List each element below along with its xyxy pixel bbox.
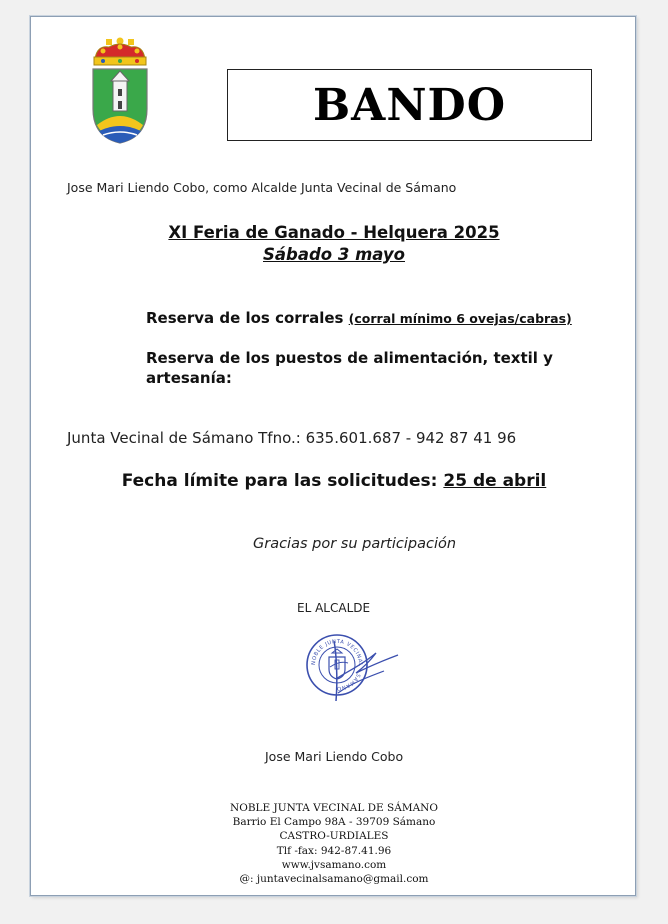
mayor-name: Jose Mari Liendo Cobo [265,749,404,764]
corrales-label: Reserva de los corrales [146,309,344,327]
signature-icon [326,627,406,705]
intro-text: Jose Mari Liendo Cobo, como Alcalde Junta Vecinal de Sámano [67,180,457,195]
document-title: BANDO [312,79,507,131]
event-date: Sábado 3 mayo [263,245,405,264]
deadline-date: 25 de abril [443,471,547,491]
mayor-title: EL ALCALDE [297,601,371,615]
title-box [227,69,592,141]
reservation-puestos: Reserva de los puestos de alimentación, textil y artesanía: [146,349,553,387]
footer-web: www.jvsamano.com [281,858,387,871]
footer-org: NOBLE JUNTA VECINAL DE SÁMANO [230,802,438,814]
reservation-corrales [146,308,616,329]
footer-phone: Tlf -fax: 942-87.41.96 [276,844,392,857]
footer-email: @: juntavecinalsamano@gmail.com [239,873,429,886]
footer-address: Barrio El Campo 98A - 39709 Sámano [232,816,436,829]
coat-of-arms-icon [89,37,151,147]
thanks-text: Gracias por su participación [253,536,457,552]
deadline [31,471,637,491]
corrales-note: (corral mínimo 6 ovejas/cabras) [348,311,572,326]
deadline-label: Fecha límite para las solicitudes: [121,471,438,491]
seal-text: NOBLE JUNTA VECINAL · SÁMANO [310,638,364,692]
bando-document [30,16,636,896]
contact-phone: Junta Vecinal de Sámano Tfno.: 635.601.687 - 942 87 41 96 [67,429,517,447]
event-title: XI Feria de Ganado - Helquera 2025 [168,223,500,242]
footer-city: CASTRO-URDIALES [279,830,389,843]
letterhead-footer [31,801,637,886]
